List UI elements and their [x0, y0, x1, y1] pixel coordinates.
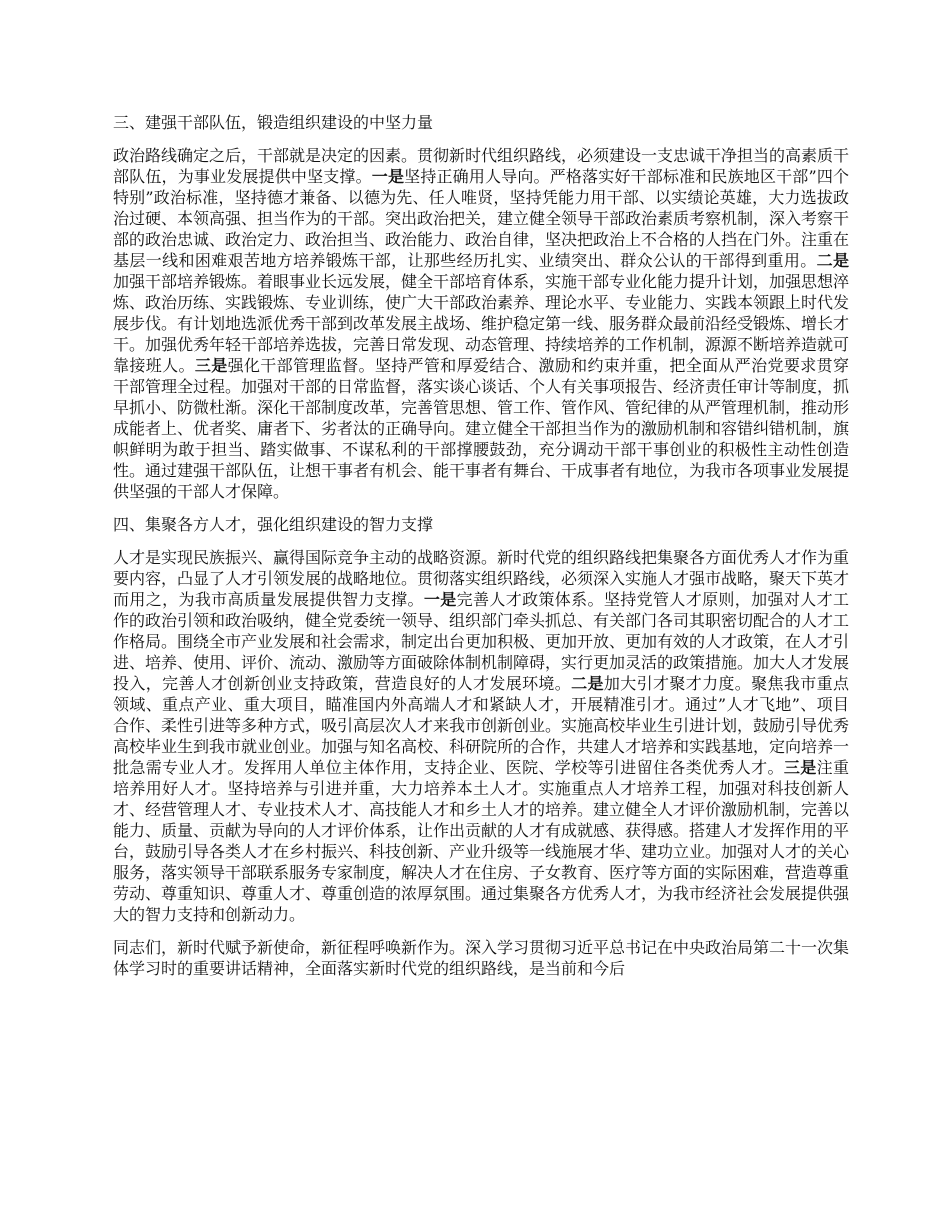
bold-marker-first: 一是 [371, 167, 405, 186]
bold-marker-second: 二是 [816, 251, 849, 270]
document-page [113, 112, 849, 991]
section-heading-talent: 四、集聚各方人才，强化组织建设的智力支撑 [113, 515, 434, 534]
paragraph-text: 坚持正确用人导向。严格落实好干部标准和民族地区干部”四个特别”政治标准，坚持德才兼备、以德为先、任人唯贤，坚持凭能力用干部、以实绩论英雄，大力选拔政治过硬、本领高强、担当作为的干部。突出政治把关，建立健全领导干部政治素质考察机制，深入考察干部的政治忠诚、政治定力、政治担当、政治能力、政治自律，坚决把政治上不合格的人挡在门外。注重在基层一线和困难艰苦地方培养锻炼干部，让那些经历扎实、业绩突出、群众公认的干部得到重用。 [113, 167, 850, 270]
paragraph-text: 人才是实现民族振兴、赢得国际竞争主动的战略资源。新时代党的组织路线把集聚各方面优秀人才作为重要内容，凸显了人才引领发展的战略地位。贯彻落实组织路线，必须深入实施人才强市战略，聚天下英才而用之，为我市高质量发展提供智力支撑。 [113, 548, 850, 609]
paragraph-text: 注重培养用好人才。坚持培养与引进并重，大力培养本土人才。实施重点人才培养工程，加强对科技创新人才、经营管理人才、专业技术人才、高技能人才和乡土人才的培养。建立健全人才评价激励机制，完善以能力、质量、贡献为导向的人才评价体系，让作出贡献的人才有成就感、获得感。搭建人才发挥作用的平台，鼓励引导各类人才在乡村振兴、科技创新、产业升级等一线施展才华、建功立业。加强对人才的关心服务，落实领导干部联系服务专家制度，解决人才在住房、子女教育、医疗等方面的实际困难，营造尊重劳动、尊重知识、尊重人才、尊重创造的浓厚氛围。通过集聚各方优秀人才，为我市经济社会发展提供强大的智力支持和创新动力。 [113, 758, 850, 924]
paragraph-text: 同志们，新时代赋予新使命，新征程呼唤新作为。深入学习贯彻习近平总书记在中央政治局第二十一次集体学习时的重要讲话精神，全面落实新时代党的组织路线，是当前和今后 [113, 938, 850, 978]
paragraph-text: 完善人才政策体系。坚持党管人才原则，加强对人才工作的政治引领和政治吸纳，健全党委统一领导、组织部门牵头抓总、有关部门各司其职密切配合的人才工作格局。围绕全市产业发展和社会需求，制定出台更加积极、更加开放、更加有效的人才政策，在人才引进、培养、使用、评价、流动、激励等方面破除体制机制障碍，实行更加灵活的政策措施。加大人才发展投入，完善人才创新创业支持政策，营造良好的人才发展环境。 [113, 590, 850, 693]
bold-marker-first: 一是 [423, 590, 457, 609]
paragraph-cadres [113, 145, 849, 502]
bold-marker-second: 二是 [571, 674, 604, 693]
paragraph-talent [113, 547, 849, 925]
paragraph-closing [113, 937, 849, 979]
bold-marker-third: 三是 [194, 356, 228, 375]
bold-marker-third: 三是 [783, 758, 817, 777]
paragraph-text: 强化干部管理监督。坚持严管和厚爱结合、激励和约束并重，把全面从严治党要求贯穿干部管理全过程。加强对干部的日常监督，落实谈心谈话、个人有关事项报告、经济责任审计等制度，抓早抓小、防微杜渐。深化干部制度改革，完善管思想、管工作、管作风、管纪律的从严管理机制，推动形成能者上、优者奖、庸者下、劣者汰的正确导向。建立健全干部担当作为的激励机制和容错纠错机制，旗帜鲜明为敢于担当、踏实做事、不谋私利的干部撑腰鼓劲，充分调动干部干事创业的积极性主动性创造性。通过建强干部队伍，让想干事者有机会、能干事者有舞台、干成事者有地位，为我市各项事业发展提供坚强的干部人才保障。 [113, 356, 850, 501]
paragraph-text: 加大引才聚才力度。聚焦我市重点领域、重点产业、重大项目，瞄准国内外高端人才和紧缺人才，开展精准引才。通过”人才飞地”、项目合作、柔性引进等多种方式，吸引高层次人才来我市创新创业。实施高校毕业生引进计划，鼓励引导优秀高校毕业生到我市就业创业。加强与知名高校、科研院所的合作，共建人才培养和实践基地，定向培养一批急需专业人才。发挥用人单位主体作用，支持企业、医院、学校等引进留住各类优秀人才。 [113, 674, 850, 777]
paragraph-text: 加强干部培养锻炼。着眼事业长远发展，健全干部培育体系，实施干部专业化能力提升计划，加强思想淬炼、政治历练、实践锻炼、专业训练，使广大干部政治素养、理论水平、专业能力、实践本领跟上时代发展步伐。有计划地选派优秀干部到改革发展主战场、维护稳定第一线、服务群众最前沿经受锻炼、增长才干。加强优秀年轻干部培养选拔，完善日常发现、动态管理、持续培养的工作机制，源源不断培养造就可靠接班人。 [113, 272, 850, 375]
paragraph-text: 政治路线确定之后，干部就是决定的因素。贯彻新时代组织路线，必须建设一支忠诚干净担当的高素质干部队伍，为事业发展提供中坚支撑。 [113, 146, 850, 186]
section-heading-cadres: 三、建强干部队伍，锻造组织建设的中坚力量 [113, 113, 434, 132]
